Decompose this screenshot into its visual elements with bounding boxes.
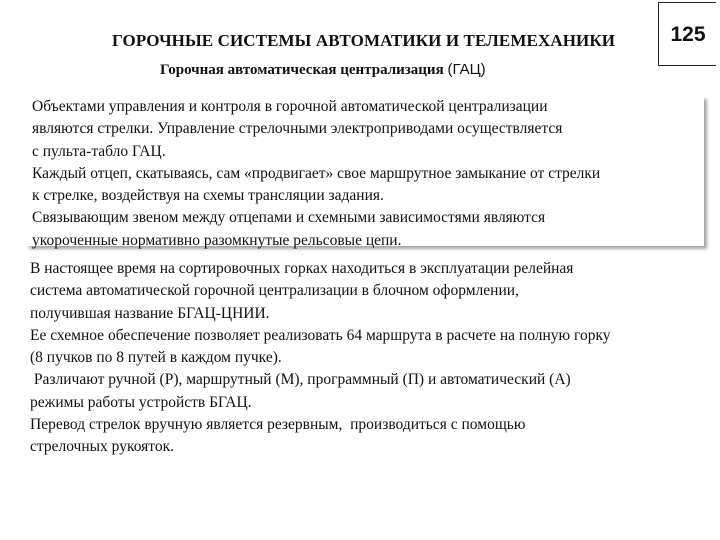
text-block-bgac xyxy=(24,258,720,459)
text-line: (8 пучков по 8 путей в каждом пучке). xyxy=(30,349,282,367)
page-number-box xyxy=(658,2,716,66)
slide-subtitle xyxy=(160,61,660,79)
text-line: режимы работы устройств БГАЦ. xyxy=(30,393,252,411)
text-line: Различают ручной (Р), маршрутный (М), программный (П) и автоматический (А) xyxy=(30,371,571,389)
text-line: В настоящее время на сортировочных горках находиться в эксплуатации релейная xyxy=(30,260,574,277)
text-line: к стрелке, воздействуя на схемы трансляции задания. xyxy=(32,187,384,205)
text-line: Объектами управления и контроля в горочной автоматической централизации xyxy=(32,98,548,115)
text-line: получившая название БГАЦ-ЦНИИ. xyxy=(30,304,270,322)
text-line: Каждый отцеп, скатываясь, сам «продвигает» свое маршрутное замыкание от стрелки xyxy=(32,164,601,182)
text-line: являются стрелки. Управление стрелочными электроприводами осуществляется xyxy=(32,120,563,138)
text-block-objects xyxy=(24,94,704,249)
text-line: система автоматической горочной централизации в блочном оформлении, xyxy=(30,282,519,300)
subtitle-text: Горочная автоматическая централизация xyxy=(160,62,448,78)
text-line: укороченные нормативно разомкнутые рельсовые цепи. xyxy=(32,231,402,249)
text-line: стрелочных рукояток. xyxy=(30,438,175,456)
text-line: с пульта-табло ГАЦ. xyxy=(32,142,166,160)
text-line: Связывающим звеном между отцепами и схемными зависимостями являются xyxy=(32,209,546,227)
subtitle-abbreviation: (ГАЦ) xyxy=(447,61,486,78)
slide-title: ГОРОЧНЫЕ СИСТЕМЫ АВТОМАТИКИ И ТЕЛЕМЕХАНИКИ xyxy=(112,31,616,50)
text-line: Ее схемное обеспечение позволяет реализовать 64 маршрута в расчете на полную горку xyxy=(30,326,611,344)
page-number: 125 xyxy=(670,23,706,46)
text-line: Перевод стрелок вручную является резервным, производиться с помощью xyxy=(30,416,526,434)
